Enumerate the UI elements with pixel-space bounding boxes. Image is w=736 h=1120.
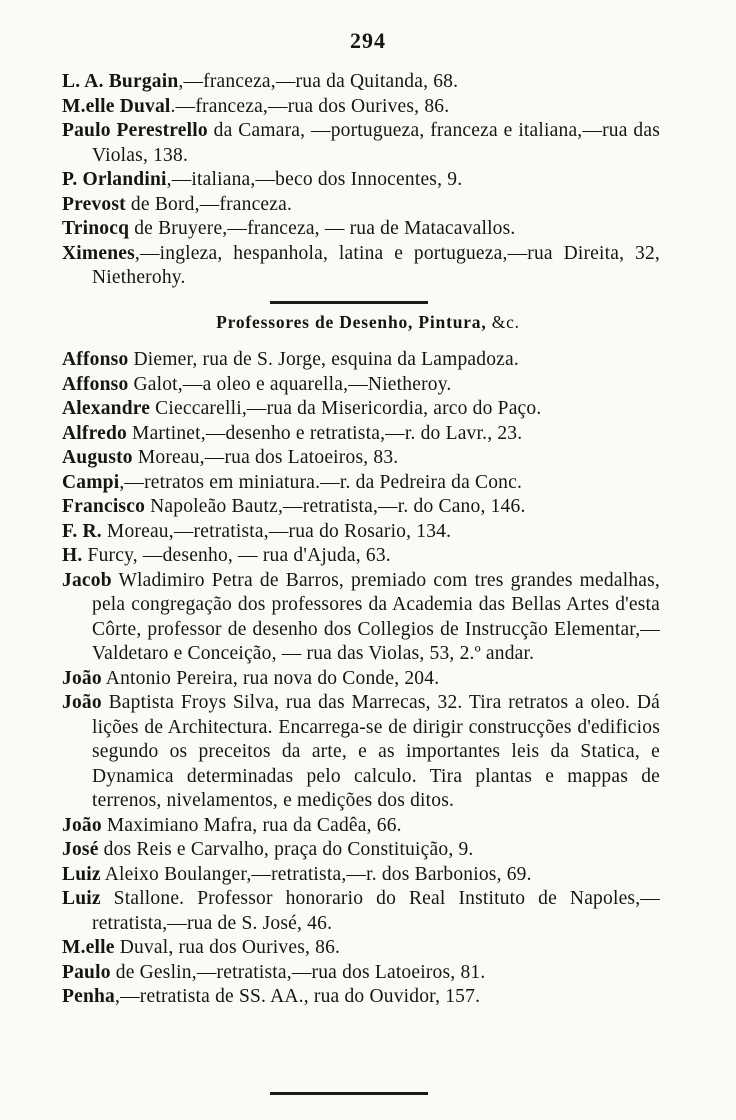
entry-name: Alexandre — [62, 398, 151, 419]
entry-name: João — [62, 692, 102, 713]
drawing-teachers-list — [62, 348, 660, 1010]
entry-name: Ximenes — [62, 242, 135, 264]
entry-text: de Bruyere,—franceza, — rua de Matacavallos. — [129, 218, 516, 239]
entry-text: da Camara, —portugueza, franceza e italiana,—rua das Violas, 138. — [92, 120, 660, 166]
entry-name: Penha — [62, 986, 116, 1007]
entry-text: de Geslin,—retratista,—rua dos Latoeiros, 81. — [110, 961, 486, 983]
entry-text: Furcy, —desenho, — rua d'Ajuda, 63. — [82, 545, 391, 566]
entry-text: ,—retratos em miniatura.—r. da Pedreira da Conc. — [119, 471, 523, 493]
list-item — [62, 887, 660, 936]
entry-text: Moreau,—retratista,—rua do Rosario, 134. — [101, 520, 452, 542]
entry-name: F. R. — [62, 520, 102, 542]
entry-text: Cieccarelli,—rua da Misericordia, arco do Paço. — [150, 398, 542, 419]
list-item — [62, 544, 660, 569]
page-number: 294 — [350, 28, 386, 53]
entry-name: Jacob — [62, 569, 112, 591]
entry-name: Paulo Perestrello — [62, 120, 208, 141]
entry-name: Campi — [62, 471, 120, 493]
entry-text: Antonio Pereira, rua nova do Conde, 204. — [101, 667, 440, 689]
entry-name: M.elle — [62, 937, 115, 958]
entry-name: Alfredo — [62, 422, 127, 444]
list-item — [62, 422, 660, 447]
entry-text: Galot,—a oleo e aquarella,—Nietheroy. — [128, 373, 452, 395]
list-item — [62, 985, 660, 1010]
entry-text: Aleixo Boulanger,—retratista,—r. dos Barbonios, 69. — [100, 863, 532, 885]
list-item — [62, 520, 660, 545]
entry-name: Augusto — [62, 447, 133, 468]
section-divider — [270, 1092, 428, 1095]
entry-name: Affonso — [62, 349, 129, 370]
entry-name: Paulo — [62, 961, 111, 983]
list-item — [62, 397, 660, 422]
entry-name: José — [62, 839, 99, 860]
list-item — [62, 217, 660, 242]
entry-text: dos Reis e Carvalho, praça do Constituição, 9. — [98, 839, 474, 860]
entry-text: Duval, rua dos Ourives, 86. — [114, 937, 341, 958]
list-item — [62, 70, 660, 95]
entry-text: .—franceza,—rua dos Ourives, 86. — [170, 95, 450, 117]
entry-name: Prevost — [62, 193, 126, 215]
list-item — [62, 471, 660, 496]
list-item — [62, 119, 660, 168]
entry-name: Affonso — [62, 373, 129, 395]
list-item — [62, 495, 660, 520]
entry-name: P. Orlandini — [62, 169, 167, 190]
entry-text: Martinet,—desenho e retratista,—r. do Lavr., 23. — [126, 422, 523, 444]
entry-name: Luiz — [62, 863, 101, 885]
list-item — [62, 961, 660, 986]
entry-text: ,—retratista de SS. AA., rua do Ouvidor, 157. — [115, 986, 481, 1007]
list-item — [62, 691, 660, 814]
list-item — [62, 569, 660, 667]
entry-text: Maximiano Mafra, rua da Cadêa, 66. — [101, 814, 402, 836]
list-item — [62, 838, 660, 863]
entry-text: Baptista Froys Silva, rua das Marrecas, 32. Tira retratos a oleo. Dá lições de Architectura. Encarrega-se de dirigir construcções d'edificios segundo os preceitos da arte, e as importantes leis da Statica, e Dynamica determinadas pelo calculo. Tira plantas e mappas de terrenos, nivelamentos, e medições dos ditos. — [92, 692, 660, 811]
list-item — [62, 95, 660, 120]
entry-name: João — [62, 667, 102, 689]
list-item — [62, 936, 660, 961]
section-title-etc: &c. — [486, 312, 520, 332]
list-item — [62, 193, 660, 218]
entry-name: Luiz — [62, 888, 101, 909]
section-divider — [270, 301, 428, 304]
list-item — [62, 446, 660, 471]
list-item — [62, 667, 660, 692]
list-item — [62, 348, 660, 373]
section-title — [0, 312, 736, 333]
entry-text: Diemer, rua de S. Jorge, esquina da Lampadoza. — [128, 349, 519, 370]
section-title-main: Professores de Desenho, Pintura, — [216, 312, 487, 332]
list-item — [62, 242, 660, 291]
entry-text: Moreau,—rua dos Latoeiros, 83. — [132, 447, 399, 468]
entry-text: ,—franceza,—rua da Quitanda, 68. — [178, 71, 459, 92]
entry-name: Trinocq — [62, 218, 130, 239]
language-teachers-list — [62, 70, 660, 291]
entry-name: João — [62, 814, 102, 836]
entry-text: Napoleão Bautz,—retratista,—r. do Cano, 146. — [145, 496, 526, 517]
entry-name: H. — [62, 545, 83, 566]
entry-name: M.elle Duval — [62, 95, 171, 117]
entry-text: ,—ingleza, hespanhola, latina e portugueza,—rua Direita, 32, Nietherohy. — [92, 242, 660, 288]
list-item — [62, 863, 660, 888]
entry-text: ,—italiana,—beco dos Innocentes, 9. — [166, 169, 463, 190]
entry-text: Stallone. Professor honorario do Real Instituto de Napoles,—retratista,—rua de S. José, 46. — [92, 888, 660, 934]
entry-text: de Bord,—franceza. — [125, 193, 293, 215]
entry-name: Francisco — [62, 496, 146, 517]
entry-text: Wladimiro Petra de Barros, premiado com tres grandes medalhas, pela congregação dos professores da Academia das Bellas Artes d'esta Côrte, professor de desenho dos Collegios de Instrucção Elementar,—Valdetaro e Conceição, — rua das Violas, 53, 2.º andar. — [92, 569, 660, 664]
list-item — [62, 373, 660, 398]
list-item — [62, 168, 660, 193]
list-item — [62, 814, 660, 839]
entry-name: L. A. Burgain — [62, 71, 179, 92]
